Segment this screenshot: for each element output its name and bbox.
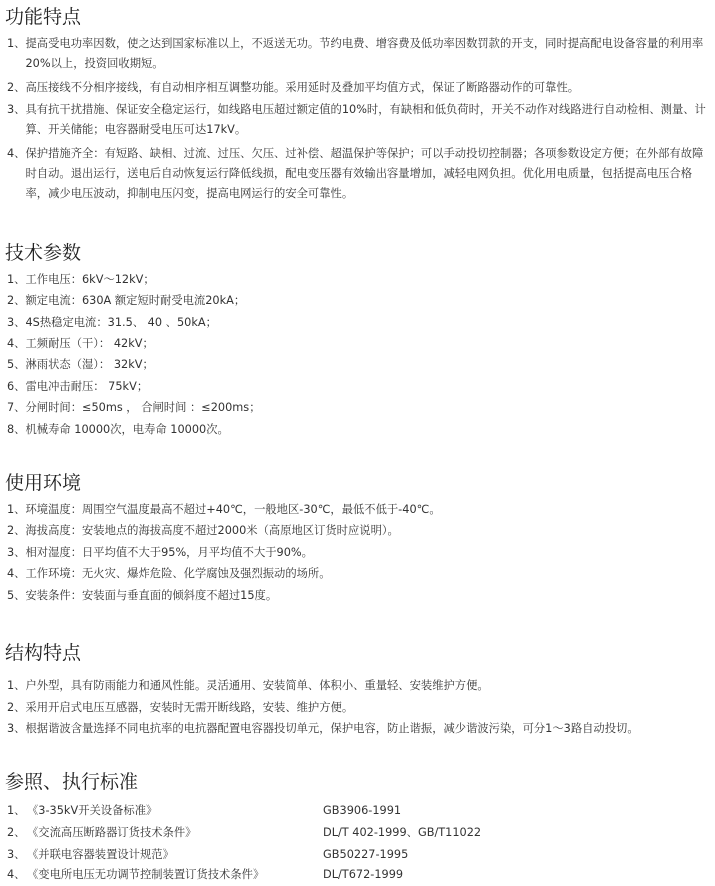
item-number: 4、 bbox=[7, 147, 26, 160]
standards-title: 参照、执行标准 bbox=[5, 771, 139, 793]
item-text: 高压接线不分相序接线，有自动相序相互调整功能。采用延时及叠加平均值方式，保证了断路器动作的可靠性。 bbox=[25, 81, 580, 94]
item-number: 3、 bbox=[7, 103, 26, 116]
item-number: 4、 bbox=[7, 337, 26, 350]
item-number: 1、 bbox=[7, 804, 26, 817]
item-text: 环境温度：周围空气温度最高不超过+40℃，一般地区-30℃，最低不低于-40℃。 bbox=[25, 503, 441, 516]
specs-item-6 bbox=[7, 377, 707, 397]
item-number: 1、 bbox=[7, 679, 26, 692]
item-number: 7、 bbox=[7, 401, 26, 414]
specs-item-1 bbox=[7, 270, 707, 290]
standards-row-2 bbox=[7, 823, 707, 843]
item-number: 5、 bbox=[7, 589, 26, 602]
item-number: 1、 bbox=[7, 37, 26, 50]
item-text: 机械寿命 10000次，电寿命 10000次。 bbox=[25, 423, 229, 436]
item-number: 2、 bbox=[7, 81, 26, 94]
specs-item-3 bbox=[7, 313, 707, 333]
environment-item-3 bbox=[7, 543, 707, 563]
item-text: 额定电流：630A 额定短时耐受电流20kA； bbox=[25, 294, 246, 307]
item-number: 2、 bbox=[7, 826, 26, 839]
item-text: 采用开启式电压互感器，安装时无需开断线路，安装、维护方便。 bbox=[25, 701, 354, 714]
environment-item-4 bbox=[7, 564, 707, 584]
standards-row-4 bbox=[7, 865, 707, 885]
features-item-1 bbox=[7, 34, 707, 74]
environment-item-2 bbox=[7, 521, 707, 541]
item-text: 提高受电功率因数，使之达到国家标准以上，不返送无功。节约电费、增容费及低功率因数罚款的开支，同时提高配电设备容量的利用率20%以上，投资回收期短。 bbox=[25, 37, 704, 70]
item-text: 相对湿度：日平均值不大于95%，月平均值不大于90%。 bbox=[25, 546, 313, 559]
item-text: 工频耐压（干）： 42kV； bbox=[25, 337, 154, 350]
item-text: 工作环境：无火灾、爆炸危险、化学腐蚀及强烈振动的场所。 bbox=[25, 567, 331, 580]
specs-item-5 bbox=[7, 355, 707, 375]
standard-name: 《并联电容器装置设计规范》 bbox=[27, 848, 174, 861]
standards-row-1 bbox=[7, 801, 707, 821]
specs-item-4 bbox=[7, 334, 707, 354]
item-number: 8、 bbox=[7, 423, 26, 436]
features-item-4 bbox=[7, 144, 707, 204]
item-number: 2、 bbox=[7, 524, 26, 537]
item-text: 具有抗干扰措施、保证安全稳定运行，如线路电压超过额定值的10%时，有缺相和低负荷时，开关不动作对线路进行自动检相、测量、计算、开关储能；电容器耐受电压可达17kV。 bbox=[25, 103, 706, 136]
structure-item-1 bbox=[7, 676, 707, 696]
specs-item-2 bbox=[7, 291, 707, 311]
item-text: 雷电冲击耐压： 75kV； bbox=[25, 380, 149, 393]
standard-name: 《3-35kV开关设备标准》 bbox=[27, 804, 158, 817]
structure-item-2 bbox=[7, 698, 707, 718]
item-number: 6、 bbox=[7, 380, 26, 393]
environment-item-5 bbox=[7, 586, 707, 606]
item-text: 安装条件：安装面与垂直面的倾斜度不超过15度。 bbox=[25, 589, 278, 602]
item-text: 根据谐波含量选择不同电抗率的电抗器配置电容器投切单元，保护电容，防止谐振，减少谐波污染，可分1～3路自动投切。 bbox=[25, 722, 639, 735]
item-text: 4S热稳定电流：31.5、 40 、50kA； bbox=[25, 316, 217, 329]
item-text: 户外型，具有防雨能力和通风性能。灵活通用、安装简单、体积小、重量轻、安装维护方便。 bbox=[25, 679, 489, 692]
item-number: 4、 bbox=[7, 567, 26, 580]
item-text: 海拔高度：安装地点的海拔高度不超过2000米（高原地区订货时应说明）。 bbox=[25, 524, 399, 537]
item-text: 保护措施齐全：有短路、缺相、过流、过压、欠压、过补偿、超温保护等保护；可以手动投切控制器；各项参数设定方便；在外部有故障时自动。退出运行，送电后自动恢复运行降低线损，配电变压器有效输出容量增加，减轻电网负担。优化用电质量，包括提高电压合格率，减少电压波动，抑制电压闪变，提高电网运行的安全可靠性。 bbox=[25, 147, 704, 200]
standard-code: GB50227-1995 bbox=[323, 848, 409, 861]
item-text: 淋雨状态（湿）： 32kV； bbox=[25, 358, 154, 371]
item-number: 1、 bbox=[7, 273, 26, 286]
item-number: 3、 bbox=[7, 848, 26, 861]
features-item-2 bbox=[7, 78, 707, 98]
item-number: 1、 bbox=[7, 503, 26, 516]
specs-item-8 bbox=[7, 420, 707, 440]
standard-code: DL/T 402-1999、GB/T11022 bbox=[323, 826, 482, 839]
standard-code: DL/T672-1999 bbox=[323, 868, 404, 881]
features-title: 功能特点 bbox=[5, 6, 82, 28]
item-text: 分闸时间：≤50ms ， 合闸时间 ：≤200ms； bbox=[25, 401, 261, 414]
standard-name: 《变电所电压无功调节控制装置订货技术条件》 bbox=[27, 868, 265, 881]
features-item-3 bbox=[7, 100, 707, 140]
item-number: 2、 bbox=[7, 701, 26, 714]
specs-item-7 bbox=[7, 398, 707, 418]
item-number: 3、 bbox=[7, 316, 26, 329]
item-number: 2、 bbox=[7, 294, 26, 307]
standard-code: GB3906-1991 bbox=[323, 804, 402, 817]
item-number: 5、 bbox=[7, 358, 26, 371]
item-text: 工作电压：6kV～12kV； bbox=[25, 273, 155, 286]
item-number: 3、 bbox=[7, 546, 26, 559]
item-number: 3、 bbox=[7, 722, 26, 735]
structure-title: 结构特点 bbox=[5, 642, 82, 664]
structure-item-3 bbox=[7, 719, 707, 739]
standards-row-3 bbox=[7, 845, 707, 865]
environment-item-1 bbox=[7, 500, 707, 520]
standard-name: 《交流高压断路器订货技术条件》 bbox=[27, 826, 197, 839]
item-number: 4、 bbox=[7, 868, 26, 881]
specs-title: 技术参数 bbox=[5, 242, 82, 264]
environment-title: 使用环境 bbox=[5, 472, 82, 494]
